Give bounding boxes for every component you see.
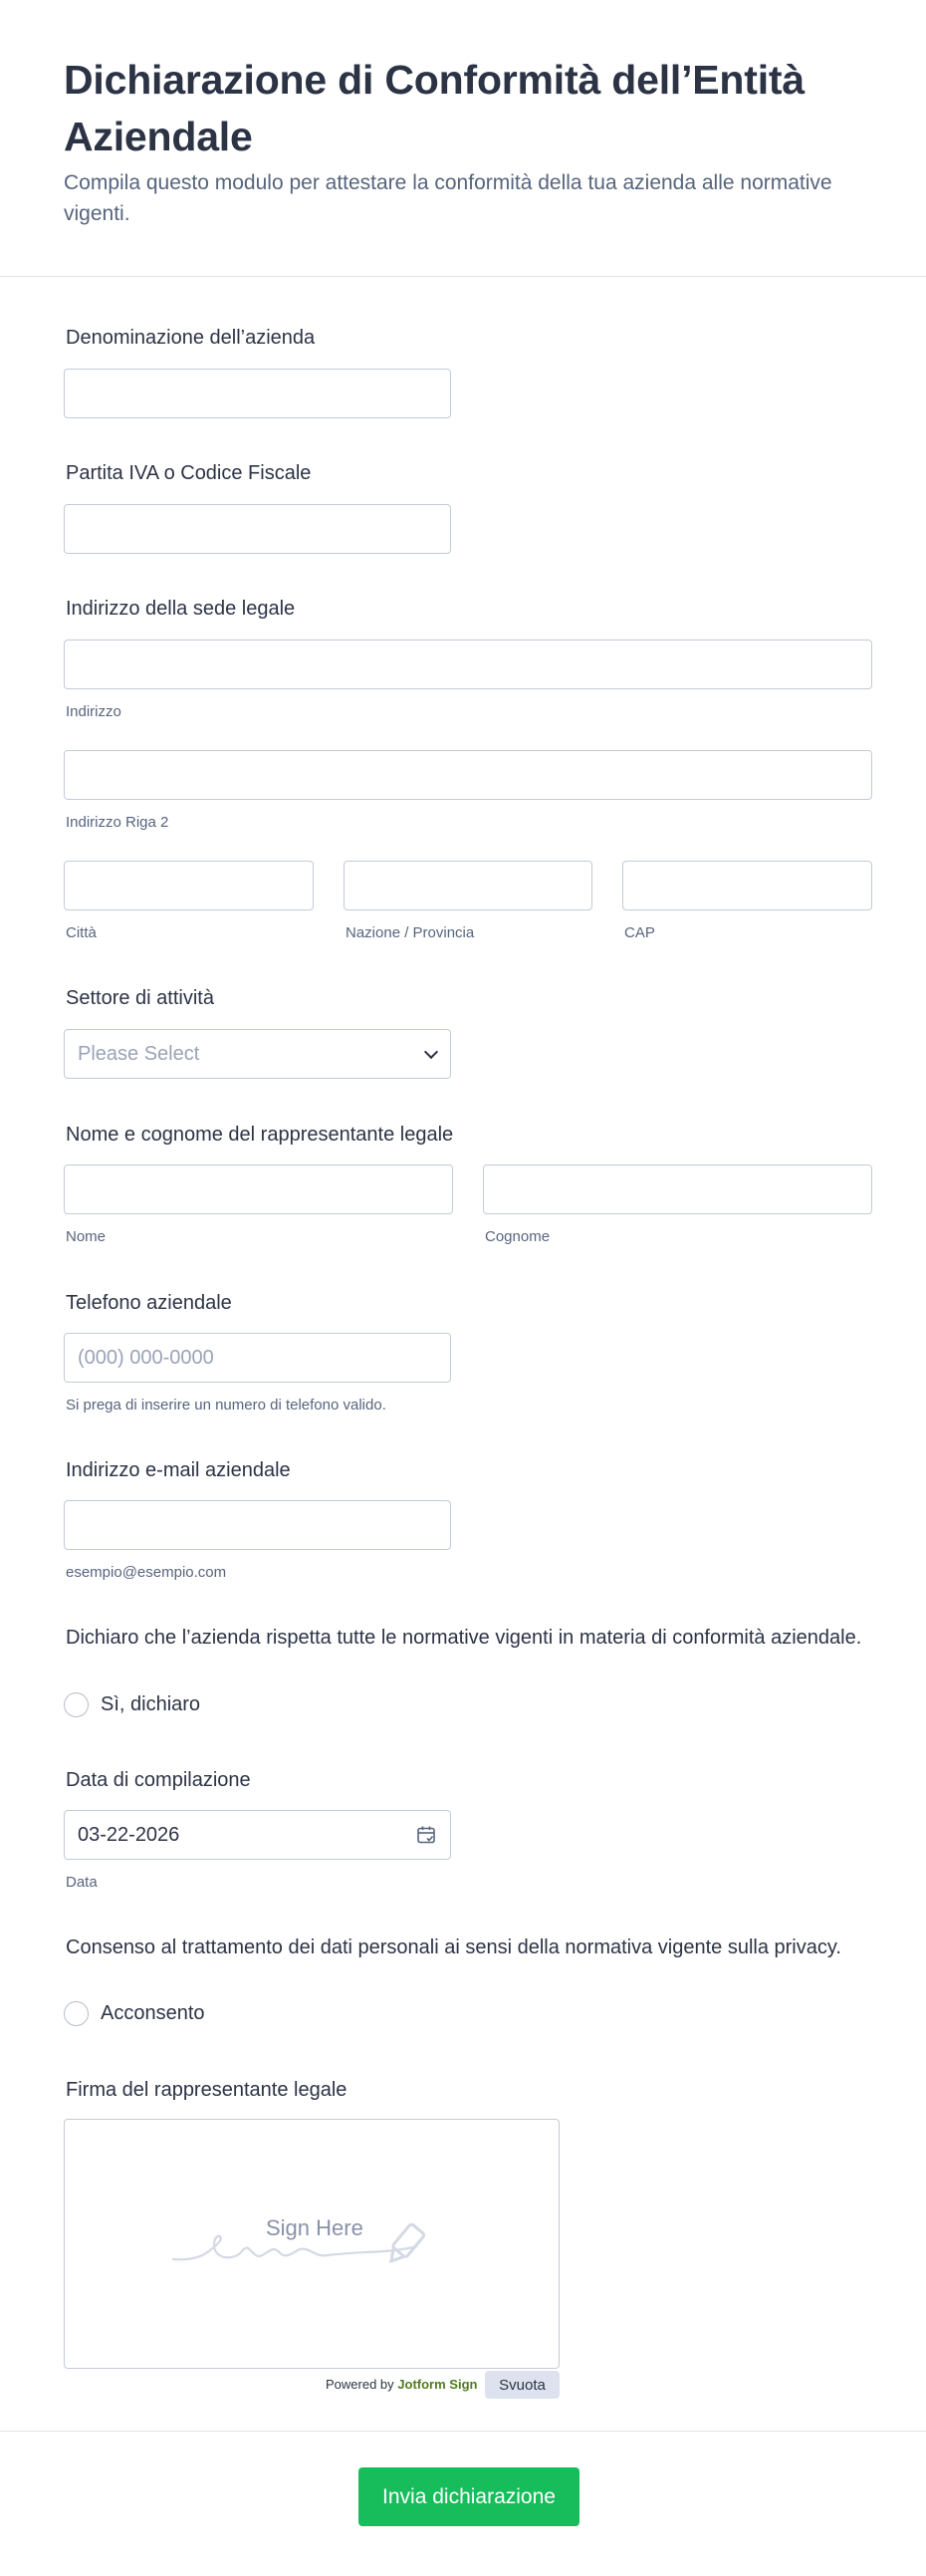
- date-sublabel: Data: [66, 1874, 98, 1891]
- city-input[interactable]: [64, 861, 314, 910]
- privacy-option-label: Acconsento: [101, 2002, 205, 2024]
- compliance-option[interactable]: [64, 1692, 200, 1717]
- powered-by: [326, 2377, 477, 2392]
- address-label: Indirizzo della sede legale: [66, 598, 296, 620]
- date-value: 03-22-2026: [78, 1823, 180, 1846]
- vat-label: Partita IVA o Codice Fiscale: [66, 462, 312, 484]
- city-sublabel: Città: [66, 924, 97, 941]
- phone-sublabel: Si prega di inserire un numero di telefono valido.: [66, 1397, 386, 1414]
- last-name-sublabel: Cognome: [485, 1228, 551, 1245]
- state-sublabel: Nazione / Provincia: [346, 924, 475, 941]
- company-name-input[interactable]: [64, 369, 451, 418]
- compliance-label: Dichiaro che l’azienda rispetta tutte le normative vigenti in materia di conformità aziendale.: [66, 1627, 862, 1649]
- sector-label: Settore di attività: [66, 987, 214, 1009]
- email-label: Indirizzo e-mail aziendale: [66, 1459, 291, 1481]
- address-line1-input[interactable]: [64, 640, 872, 689]
- email-sublabel: esempio@esempio.com: [66, 1564, 227, 1581]
- sector-placeholder: Please Select: [78, 1042, 200, 1065]
- email-input[interactable]: [64, 1500, 451, 1550]
- date-input[interactable]: [64, 1810, 451, 1860]
- company-name-label: Denominazione dell’azienda: [66, 327, 316, 349]
- powered-brand: Jotform Sign: [397, 2377, 478, 2392]
- chevron-down-icon: [424, 1045, 438, 1059]
- address-line2-sublabel: Indirizzo Riga 2: [66, 814, 169, 831]
- privacy-option[interactable]: [64, 2001, 205, 2026]
- phone-placeholder: (000) 000-0000: [78, 1346, 214, 1369]
- date-label: Data di compilazione: [66, 1769, 251, 1791]
- state-input[interactable]: [344, 861, 592, 910]
- zip-input[interactable]: [622, 861, 872, 910]
- zip-sublabel: CAP: [624, 924, 655, 941]
- powered-prefix: Powered by: [326, 2377, 394, 2392]
- legal-rep-label: Nome e cognome del rappresentante legale: [66, 1124, 454, 1146]
- submit-button[interactable]: Invia dichiarazione: [358, 2467, 579, 2526]
- footer-divider: [0, 2431, 926, 2432]
- signature-placeholder: Sign Here: [266, 2215, 363, 2240]
- first-name-input[interactable]: [64, 1164, 453, 1214]
- phone-label: Telefono aziendale: [66, 1292, 232, 1314]
- address-line1-sublabel: Indirizzo: [66, 703, 121, 720]
- form-title: Dichiarazione di Conformità dell’Entità Aziendale: [64, 57, 805, 159]
- address-line2-input[interactable]: [64, 750, 872, 800]
- first-name-sublabel: Nome: [66, 1228, 107, 1245]
- signature-pad[interactable]: [64, 2119, 560, 2369]
- last-name-input[interactable]: [483, 1164, 872, 1214]
- calendar-icon[interactable]: [416, 1825, 436, 1845]
- sector-select[interactable]: [64, 1029, 451, 1079]
- privacy-radio[interactable]: [64, 2001, 89, 2026]
- phone-input[interactable]: [64, 1333, 451, 1383]
- privacy-label: Consenso al trattamento dei dati personali ai sensi della normativa vigente sulla privacy.: [66, 1936, 841, 1958]
- vat-input[interactable]: [64, 504, 451, 554]
- form-subtitle: Compila questo modulo per attestare la conformità della tua azienda alle normative vigenti.: [64, 171, 832, 225]
- compliance-radio[interactable]: [64, 1692, 89, 1717]
- signature-label: Firma del rappresentante legale: [66, 2079, 347, 2101]
- compliance-option-label: Sì, dichiaro: [101, 1693, 201, 1715]
- clear-signature-button[interactable]: Svuota: [485, 2371, 560, 2399]
- form-header: [0, 0, 926, 277]
